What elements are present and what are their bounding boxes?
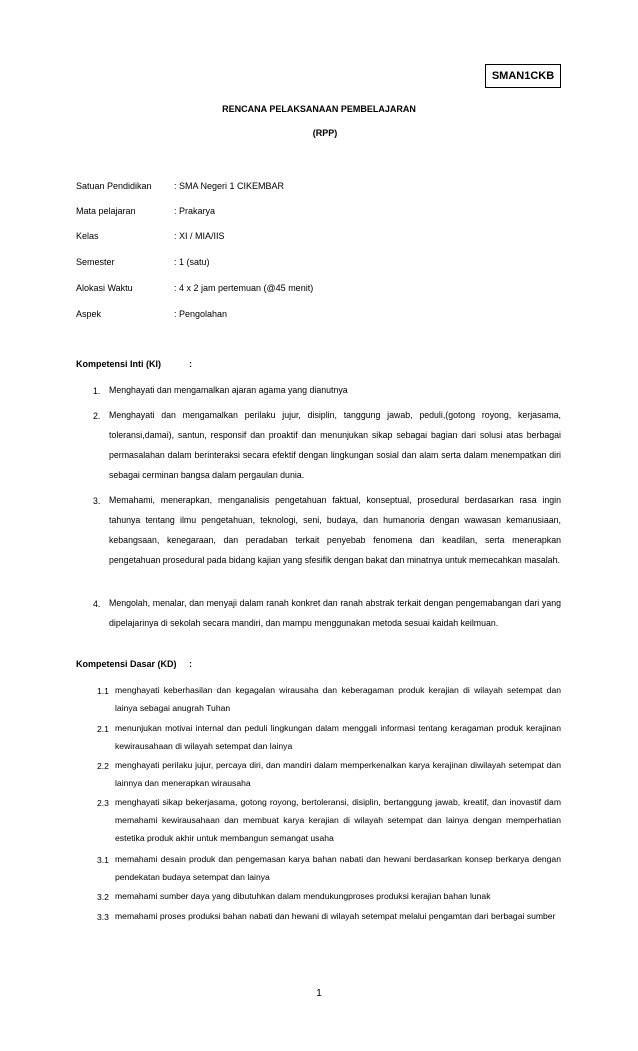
kd-item-2-3 xyxy=(97,798,561,847)
kd-item-text: menghayati keberhasilan dan kegagalan wirausaha dan keberagaman produk kerajian di wilayah setempat dan lainya sebagai anugrah Tuhan xyxy=(115,685,561,713)
kd-item-number: 3.1 xyxy=(97,855,109,865)
ki-item-text: Mengolah, menalar, dan menyaji dalam ranah konkret dan ranah abstrak terkait dengan pengemabangan dari yang dipelajarinya di sekolah secara mandiri, dan mampu menggunakan metoda sesuai kaidah keilmuan. xyxy=(109,598,561,628)
kd-item-number: 2.1 xyxy=(97,724,109,734)
kd-item-3-1 xyxy=(97,855,561,886)
ki-item-2 xyxy=(93,411,561,485)
kd-item-number: 3.3 xyxy=(97,912,109,922)
kd-heading-colon: : xyxy=(189,659,192,669)
kd-item-number: 2.2 xyxy=(97,761,109,771)
info-value: : XI / MIA/IIS xyxy=(174,231,225,241)
kd-item-number: 1.1 xyxy=(97,686,109,696)
kd-item-2-2 xyxy=(97,761,561,792)
info-value: : 1 (satu) xyxy=(174,257,210,267)
ki-heading xyxy=(76,359,192,369)
kd-item-1-1 xyxy=(97,686,561,717)
kd-item-number: 3.2 xyxy=(97,892,109,902)
ki-item-number: 1. xyxy=(93,386,101,396)
info-label: Kelas xyxy=(76,231,99,241)
info-label: Satuan Pendidikan xyxy=(76,181,152,191)
ki-item-1 xyxy=(93,386,561,400)
kd-item-3-3 xyxy=(97,912,561,925)
ki-item-4 xyxy=(93,599,561,633)
kd-item-text: memahami desain produk dan pengemasan karya bahan nabati dan hewani berdasarkan konsep berkarya dengan pendekatan budaya setempat dan lainya xyxy=(115,854,561,882)
document-subtitle: (RPP) xyxy=(312,128,338,138)
school-code-badge: SMAN1CKB xyxy=(485,64,561,88)
ki-item-number: 2. xyxy=(93,411,101,421)
ki-item-number: 3. xyxy=(93,496,101,506)
ki-heading-label: Kompetensi Inti (KI) xyxy=(76,359,161,369)
kd-item-text: menghayati perilaku jujur, percaya diri, dan mandiri dalam memperkenalkan karya kerajinan diwilayah setempat dan lainnya dan menerapkan wirausaha xyxy=(115,760,561,788)
info-label: Mata pelajaran xyxy=(76,206,136,216)
ki-item-number: 4. xyxy=(93,599,101,609)
document-title: RENCANA PELAKSANAAN PEMBELAJARAN xyxy=(222,104,416,114)
kd-item-3-2 xyxy=(97,892,561,905)
kd-item-text: menunjukan motivai internal dan peduli lingkungan dalam menggali informasi tentang keragaman produk kerajinan kewirausahaan di wilayah setempat dan lainya xyxy=(115,723,561,751)
ki-item-text: Menghayati dan mengamalkan ajaran agama yang dianutnya xyxy=(109,385,348,395)
info-value: : Pengolahan xyxy=(174,309,228,319)
kd-item-text: memahami sumber daya yang dibutuhkan dalam mendukungproses produksi kerajian bahan lunak xyxy=(115,891,491,901)
kd-heading xyxy=(76,659,192,669)
ki-heading-colon: : xyxy=(189,359,192,369)
info-label: Semester xyxy=(76,257,115,267)
info-value: : SMA Negeri 1 CIKEMBAR xyxy=(174,181,285,191)
page-number: 1 xyxy=(316,988,322,999)
kd-item-2-1 xyxy=(97,724,561,755)
kd-item-text: memahami proses produksi bahan nabati dan hewani di wilayah setempat melalui pengamtan dari berbagai sumber xyxy=(115,911,556,921)
kd-item-text: menghayati sikap bekerjasama, gotong royong, bertoleransi, disiplin, bertanggung jawab, kreatif, dan inovastif dam memahami kewirausahaan dan membuat karya kerajian di wilayah setempat dan lainya dengan memperhatian estetika produk akhir untuk membangun semangat usaha xyxy=(115,797,561,843)
info-value: : 4 x 2 jam pertemuan (@45 menit) xyxy=(174,283,314,293)
info-value: : Prakarya xyxy=(174,206,216,216)
ki-item-text: Menghayati dan mengamalkan perilaku jujur, disiplin, tanggung jawab, peduli,(gotong royong, kerjasama, toleransi,damai), santun, responsif dan proaktif dan menunjukan sikap sebagai bagian dari solusi atas berbagai permasalahan dalam berinteraksi secara efektif dengan lingkungan sosial dan alam serta dalam menempatkan diri sebagai cerminan bangsa dalam pergaulan dunia. xyxy=(109,410,561,480)
ki-item-text: Memahami, menerapkan, menganalisis pengetahuan faktual, konseptual, prosedural berdasarkan rasa ingin tahunya tentang ilmu pengetahuan, teknologi, seni, budaya, dan humanoria dengan wawasan kemanusiaan, kebangsaan, kenegaraan, dan peradaban terkait penyebab fenomena dan keadilan, serta menerapkan pengetahuan prosedural pada bidang kajian yang sfesifik dengan bakat dan minatnya untuk memecahkan masalah. xyxy=(109,495,561,565)
info-label: Aspek xyxy=(76,309,102,319)
kd-heading-label: Kompetensi Dasar (KD) xyxy=(76,659,177,669)
info-label: Alokasi Waktu xyxy=(76,283,133,293)
kd-item-number: 2.3 xyxy=(97,798,109,808)
ki-item-3 xyxy=(93,496,561,570)
